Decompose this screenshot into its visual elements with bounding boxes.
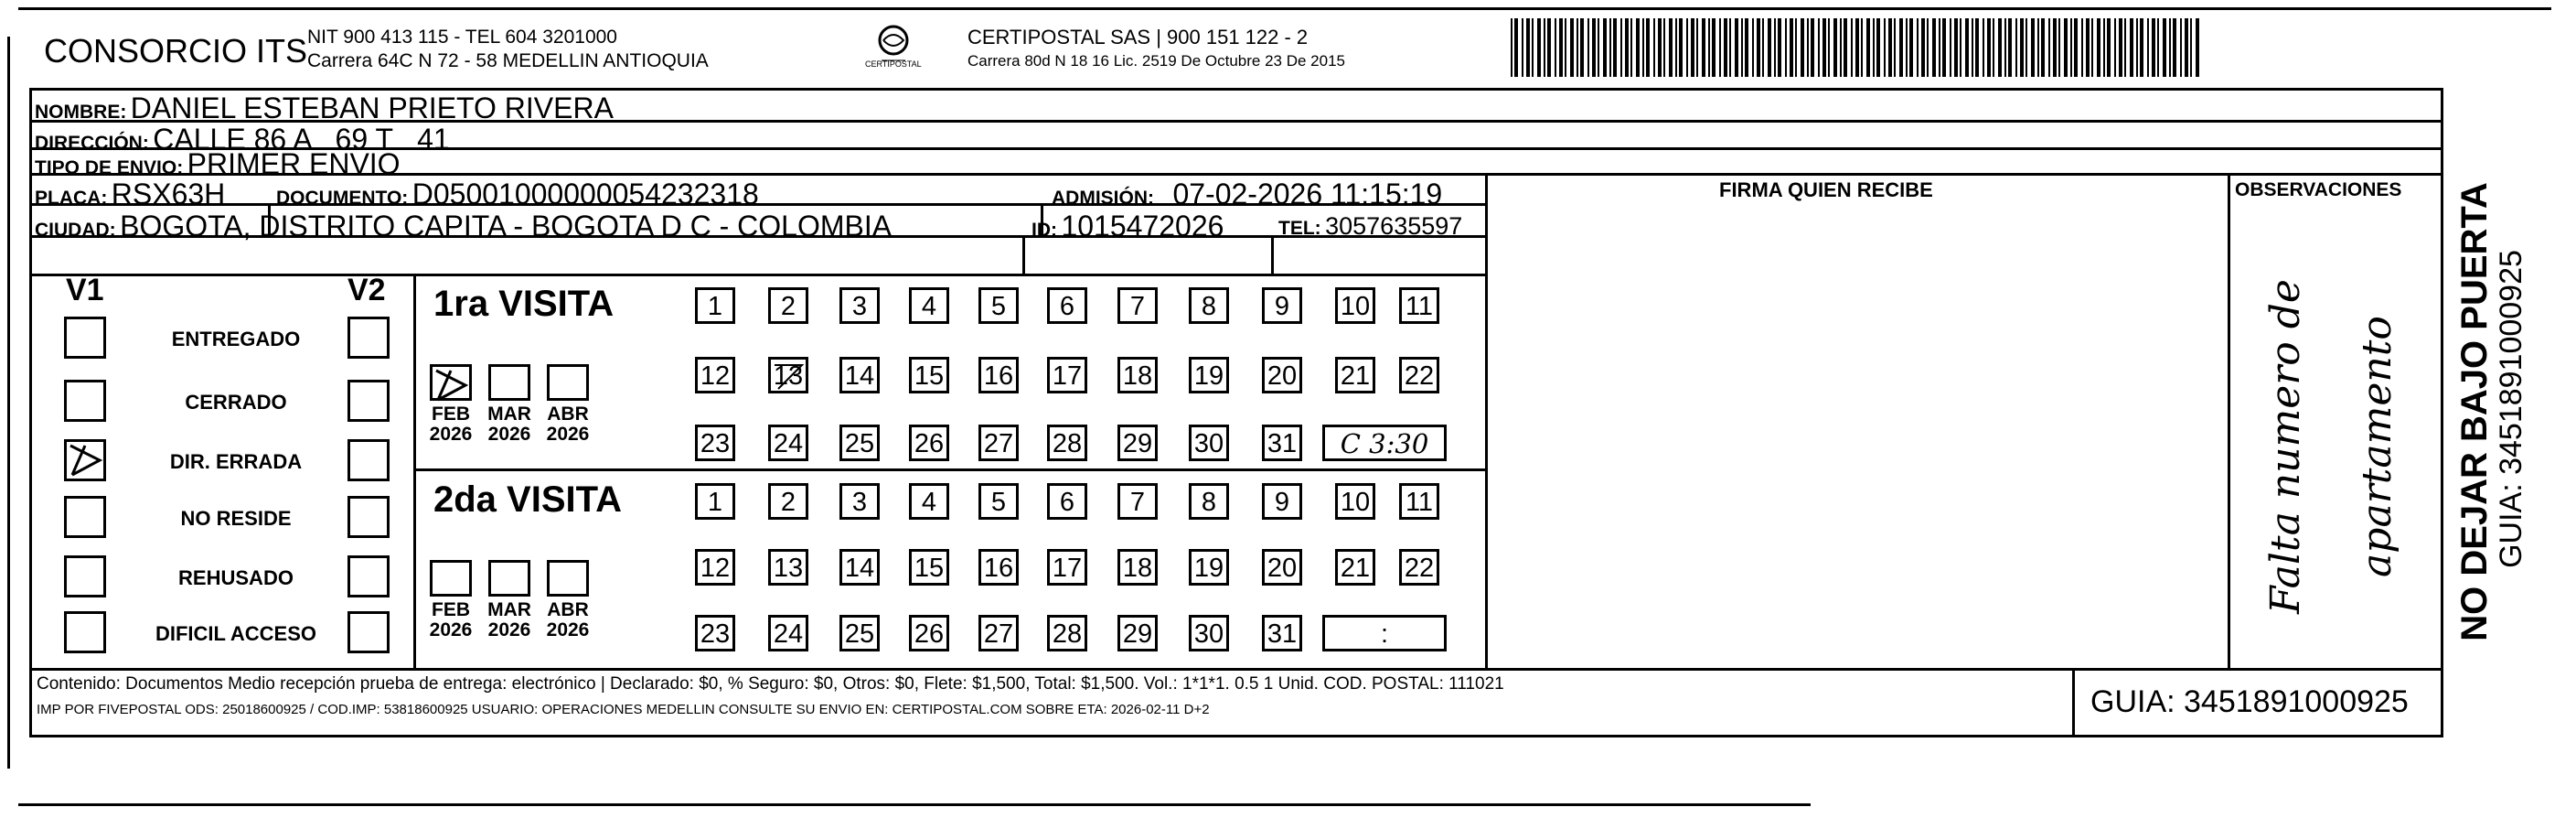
documento-value: D05001000000054232318 [412, 178, 759, 210]
barcode-bar [1768, 18, 1771, 77]
barcode-bar [1559, 18, 1563, 77]
month-checkbox[interactable] [547, 364, 589, 401]
tel-sep [1271, 235, 1274, 274]
month-label: ABR 2026 [546, 599, 590, 641]
day-box[interactable]: 23 [695, 615, 735, 651]
v1-checkbox[interactable] [64, 555, 106, 597]
barcode-bar [2064, 18, 2068, 77]
barcode-bar [1642, 18, 1644, 77]
barcode-bar [1686, 18, 1688, 77]
v2-checkbox[interactable] [347, 555, 390, 597]
barcode-bar [1537, 18, 1541, 77]
barcode-bar [2058, 18, 2060, 77]
barcode-bar [2157, 18, 2159, 77]
barcode-bar [1646, 18, 1650, 77]
day-box[interactable]: 22 [1399, 357, 1439, 393]
handwriting-line-2: apartamento [2354, 316, 2400, 577]
barcode-bar [1906, 18, 1908, 77]
barcode-bar [2103, 18, 2105, 77]
day-box[interactable]: 10 [1335, 287, 1375, 324]
barcode-bar [2180, 18, 2182, 77]
day-box[interactable]: 26 [909, 615, 949, 651]
day-box[interactable]: 30 [1189, 615, 1229, 651]
certipostal-logo [861, 22, 925, 75]
day-box[interactable]: 4 [909, 483, 949, 520]
handwriting-line-1: Falta numero de [2262, 279, 2309, 614]
barcode-bar [2074, 18, 2078, 77]
placa-value: RSX63H [111, 178, 226, 210]
barcode-bar [1807, 18, 1809, 77]
barcode-bar [1609, 18, 1611, 77]
row-line-6 [29, 274, 1485, 276]
barcode-bar [1998, 18, 2002, 77]
barcode-bar [1598, 18, 1599, 77]
day-box[interactable]: 12 [695, 549, 735, 586]
barcode-bar [1526, 18, 1530, 77]
barcode-bar [2190, 18, 2192, 77]
ciudad-row [35, 211, 892, 241]
day-box[interactable]: 28 [1047, 425, 1087, 461]
barcode-bar [1861, 18, 1863, 77]
barcode-bar [1975, 18, 1979, 77]
barcode-bar [1702, 18, 1705, 77]
nombre-value: DANIEL ESTEBAN PRIETO RIVERA [130, 91, 614, 124]
barcode-bar [1514, 18, 1518, 77]
barcode-bar [1795, 18, 1797, 77]
bottom-scan-line [18, 803, 1811, 806]
barcode-bar [1917, 18, 1919, 77]
tel-value: 3057635597 [1325, 212, 1463, 240]
v2-checkbox[interactable] [347, 439, 390, 481]
barcode-bar [2147, 18, 2149, 77]
day-box[interactable]: 12 [695, 357, 735, 393]
barcode-bar [1522, 18, 1523, 77]
barcode-bar [2015, 18, 2017, 77]
day-box[interactable]: 17 [1047, 357, 1087, 393]
status-reason-label: DIR. ERRADA [169, 450, 303, 473]
status-reason-label: NO RESIDE [180, 507, 292, 530]
tipo-value: PRIMER ENVIO [187, 147, 401, 180]
barcode-bar [1876, 18, 1880, 77]
barcode-bar [2196, 18, 2199, 77]
logo-text: CERTIPOSTAL [865, 59, 922, 69]
day-box[interactable]: 7 [1117, 483, 1158, 520]
company-nit: NIT 900 413 115 - TEL 604 3201000 [307, 27, 617, 48]
day-box[interactable]: 2 [768, 287, 808, 324]
day-box[interactable]: 23 [695, 425, 735, 461]
tipo-row [35, 149, 401, 178]
day-box[interactable]: 30 [1189, 425, 1229, 461]
barcode-bar [1565, 18, 1566, 77]
ciudad-label: CIUDAD: [35, 220, 116, 241]
barcode-bar [1547, 18, 1551, 77]
day-box[interactable]: 16 [978, 549, 1019, 586]
barcode-bar [2008, 18, 2012, 77]
month-checkbox[interactable] [488, 560, 530, 597]
tipo-label: TIPO DE ENVIO: [35, 157, 184, 178]
obs-col-line [2228, 173, 2230, 668]
barcode-bar [1851, 18, 1853, 77]
barcode-bar [1855, 18, 1859, 77]
barcode-bar [1790, 18, 1793, 77]
barcode-bar [1719, 18, 1721, 77]
direccion-label: DIRECCIÓN: [35, 133, 149, 154]
barcode-bar [1669, 18, 1673, 77]
v2-checkbox[interactable] [347, 496, 390, 538]
day-box[interactable]: 18 [1117, 357, 1158, 393]
day-box[interactable]: 14 [839, 357, 880, 393]
barcode-bar [2185, 18, 2188, 77]
barcode-bar [1729, 18, 1731, 77]
barcode-bar [1987, 18, 1991, 77]
footer-imp: IMP POR FIVEPOSTAL ODS: 25018600925 / COD.IMP: 53818600925 USUARIO: OPERACIONES MEDELLIN CONSULTE SU ENVIO EN: CERTIPOSTAL.COM SOBRE ETA: 2026-02-11 D+2 [37, 702, 1210, 717]
barcode-bar [1801, 18, 1804, 77]
barcode-bar [2004, 18, 2006, 77]
barcode-bar [1620, 18, 1622, 77]
day-box[interactable]: 13 [768, 357, 808, 393]
day-box[interactable]: 25 [839, 425, 880, 461]
barcode-bar [1927, 18, 1929, 77]
month-checkbox[interactable] [488, 364, 530, 401]
barcode-bar [1570, 18, 1574, 77]
barcode-bar [1873, 18, 1875, 77]
v2-checkbox[interactable] [347, 611, 390, 653]
day-box[interactable]: 4 [909, 287, 949, 324]
day-box[interactable]: 26 [909, 425, 949, 461]
barcode-bar [1983, 18, 1984, 77]
day-box[interactable]: 20 [1262, 357, 1302, 393]
barcode-bar [1811, 18, 1814, 77]
documento-row [276, 179, 759, 209]
barcode-bar [2031, 18, 2035, 77]
barcode-bar [1785, 18, 1787, 77]
day-box[interactable]: 17 [1047, 549, 1087, 586]
footer-contenido: Contenido: Documentos Medio recepción prueba de entrega: electrónico | Declarado: $0, % Seguro: $0, Otros: $0, Flete: $1,500, Total: $1,500. Vol.: 1*1*1. 0.5 1 Unid. COD. POSTAL: 111021 [37, 674, 1504, 694]
barcode-bar [2097, 18, 2100, 77]
day-box[interactable]: 15 [909, 549, 949, 586]
barcode [1511, 18, 2206, 77]
barcode-bar [2130, 18, 2133, 77]
barcode-bar [1921, 18, 1925, 77]
barcode-bar [1696, 18, 1698, 77]
barcode-bar [1778, 18, 1781, 77]
barcode-bar [1942, 18, 1946, 77]
day-box[interactable]: 9 [1262, 483, 1302, 520]
company-address: Carrera 64C N 72 - 58 MEDELLIN ANTIOQUIA [307, 50, 709, 71]
barcode-bar [1745, 18, 1748, 77]
barcode-bar [1587, 18, 1589, 77]
barcode-bar [2173, 18, 2176, 77]
firma-col-line [1485, 173, 1488, 668]
barcode-bar [1708, 18, 1710, 77]
second-visit-title: 2da VISITA [433, 479, 622, 520]
barcode-bar [1932, 18, 1936, 77]
month-label: FEB 2026 [429, 404, 473, 446]
day-box[interactable]: 18 [1117, 549, 1158, 586]
day-box[interactable]: 10 [1335, 483, 1375, 520]
day-box[interactable]: 7 [1117, 287, 1158, 324]
status-reason-label: DIFICIL ACCESO [155, 622, 316, 645]
month-label: MAR 2026 [487, 599, 531, 641]
documento-label: DOCUMENTO: [276, 188, 409, 209]
barcode-bar [1675, 18, 1677, 77]
status-reason-label: CERRADO [185, 391, 287, 414]
barcode-bar [1828, 18, 1830, 77]
observaciones-header: OBSERVACIONES [2235, 179, 2402, 200]
barcode-bar [1822, 18, 1826, 77]
barcode-bar [1960, 18, 1961, 77]
day-box[interactable]: 21 [1335, 357, 1375, 393]
status-reason-label: ENTREGADO [171, 328, 301, 350]
nombre-label: NOMBRE: [35, 102, 127, 123]
barcode-bar [1625, 18, 1629, 77]
side-warning: NO DEJAR BAJO PUERTA [2454, 182, 2495, 641]
day-box[interactable]: 27 [978, 425, 1019, 461]
day-box[interactable]: 29 [1117, 425, 1158, 461]
barcode-bar [1840, 18, 1842, 77]
barcode-bar [1603, 18, 1607, 77]
company-name: CONSORCIO ITS [44, 32, 308, 70]
v2-checkbox[interactable] [347, 380, 390, 422]
day-box[interactable]: 8 [1189, 287, 1229, 324]
barcode-bar [2163, 18, 2166, 77]
tel-row [1278, 214, 1462, 239]
barcode-bar [2086, 18, 2090, 77]
admision-value: 07-02-2026 11:15:19 [1172, 178, 1443, 210]
status-col-line [413, 274, 416, 668]
barcode-bar [1752, 18, 1754, 77]
barcode-bar [1741, 18, 1743, 77]
day-box[interactable]: 14 [839, 549, 880, 586]
handwritten-observation [2240, 243, 2423, 646]
courier-address: Carrera 80d N 18 16 Lic. 2519 De Octubre 23 De 2015 [967, 52, 1345, 70]
barcode-bar [1939, 18, 1940, 77]
day-box[interactable]: 15 [909, 357, 949, 393]
barcode-bar [1636, 18, 1640, 77]
barcode-bar [2091, 18, 2093, 77]
barcode-bar [1993, 18, 1994, 77]
barcode-bar [1762, 18, 1764, 77]
time-box[interactable]: : [1322, 615, 1447, 651]
day-box[interactable]: 1 [695, 287, 735, 324]
day-box[interactable]: 13 [768, 549, 808, 586]
barcode-bar [1592, 18, 1596, 77]
id-label: ID: [1031, 220, 1057, 241]
row-line-7 [29, 668, 2443, 671]
month-checkbox[interactable] [430, 560, 472, 597]
day-box[interactable]: 24 [768, 615, 808, 651]
barcode-bar [1844, 18, 1847, 77]
day-box[interactable]: 28 [1047, 615, 1087, 651]
barcode-bar [1884, 18, 1886, 77]
day-box[interactable]: 3 [839, 483, 880, 520]
day-box[interactable]: 19 [1189, 549, 1229, 586]
courier-name: CERTIPOSTAL SAS | 900 151 122 - 2 [967, 26, 1309, 48]
placa-label: PLACA: [35, 188, 108, 209]
id-sep [1022, 235, 1025, 274]
barcode-bar [1972, 18, 1973, 77]
barcode-bar [1580, 18, 1584, 77]
day-box[interactable]: 20 [1262, 549, 1302, 586]
barcode-bar [2140, 18, 2143, 77]
barcode-bar [1511, 18, 1512, 77]
month-checkbox[interactable] [430, 364, 472, 401]
day-box[interactable]: 31 [1262, 615, 1302, 651]
barcode-bar [1544, 18, 1545, 77]
barcode-bar [1894, 18, 1896, 77]
direccion-value: CALLE 86 A 69 T 41 [153, 123, 450, 156]
barcode-bar [1833, 18, 1837, 77]
month-checkbox[interactable] [547, 560, 589, 597]
barcode-bar [1724, 18, 1727, 77]
footer-guia-box: GUIA: 3451891000925 [2090, 684, 2409, 719]
top-scan-line [18, 7, 2551, 10]
firma-header: FIRMA QUIEN RECIBE [1719, 178, 1933, 201]
status-reason-label: REHUSADO [178, 566, 294, 589]
day-box[interactable]: 6 [1047, 483, 1087, 520]
time-box[interactable]: C 3:30 [1322, 425, 1447, 461]
v1-label: V1 [66, 273, 104, 307]
barcode-bar [1774, 18, 1776, 77]
day-box[interactable]: 29 [1117, 615, 1158, 651]
day-box[interactable]: 21 [1335, 549, 1375, 586]
barcode-bar [2119, 18, 2122, 77]
barcode-bar [1679, 18, 1683, 77]
v2-label: V2 [347, 273, 386, 307]
barcode-bar [1965, 18, 1969, 77]
v1-checkbox[interactable] [64, 317, 106, 359]
barcode-bar [1532, 18, 1534, 77]
tel-label: TEL: [1278, 218, 1321, 239]
month-label: MAR 2026 [487, 404, 531, 446]
v1-checkbox[interactable] [64, 439, 106, 481]
day-box[interactable]: 2 [768, 483, 808, 520]
barcode-bar [1950, 18, 1951, 77]
v2-checkbox[interactable] [347, 317, 390, 359]
v1-checkbox[interactable] [64, 496, 106, 538]
left-scan-line [7, 37, 10, 769]
barcode-bar [2020, 18, 2024, 77]
placa-row [35, 179, 225, 209]
day-box[interactable]: 31 [1262, 425, 1302, 461]
month-label: ABR 2026 [546, 404, 590, 446]
barcode-bar [1663, 18, 1665, 77]
admision-label: ADMISIÓN: [1052, 188, 1154, 209]
barcode-bar [2070, 18, 2072, 77]
barcode-bar [2169, 18, 2171, 77]
barcode-bar [1691, 18, 1694, 77]
day-box[interactable]: 3 [839, 287, 880, 324]
day-box[interactable]: 27 [978, 615, 1019, 651]
barcode-bar [2041, 18, 2045, 77]
day-box[interactable]: 5 [978, 483, 1019, 520]
barcode-bar [1818, 18, 1820, 77]
visit-divider [413, 468, 1485, 471]
day-box[interactable]: 16 [978, 357, 1019, 393]
barcode-bar [2107, 18, 2111, 77]
barcode-bar [1653, 18, 1655, 77]
barcode-bar [2026, 18, 2027, 77]
day-box[interactable]: 11 [1399, 287, 1439, 324]
barcode-bar [1712, 18, 1716, 77]
barcode-bar [1630, 18, 1632, 77]
barcode-bar [1888, 18, 1892, 77]
id-row [1031, 211, 1224, 241]
day-box[interactable]: 25 [839, 615, 880, 651]
barcode-bar [2037, 18, 2039, 77]
barcode-bar [2124, 18, 2126, 77]
day-box[interactable]: 9 [1262, 287, 1302, 324]
day-box[interactable]: 24 [768, 425, 808, 461]
day-box[interactable]: 8 [1189, 483, 1229, 520]
guia-box-sep [2072, 668, 2075, 737]
day-box[interactable]: 11 [1399, 483, 1439, 520]
barcode-bar [1577, 18, 1578, 77]
first-visit-title: 1ra VISITA [433, 284, 615, 324]
barcode-bar [1735, 18, 1738, 77]
id-value: 1015472026 [1061, 210, 1224, 242]
barcode-bar [2136, 18, 2138, 77]
barcode-bar [1757, 18, 1760, 77]
day-box[interactable]: 19 [1189, 357, 1229, 393]
day-box[interactable]: 22 [1399, 549, 1439, 586]
nombre-row [35, 93, 614, 123]
barcode-bar [1866, 18, 1870, 77]
barcode-bar [1899, 18, 1903, 77]
barcode-bar [1658, 18, 1662, 77]
day-box[interactable]: 6 [1047, 287, 1087, 324]
v1-checkbox[interactable] [64, 611, 106, 653]
day-box[interactable]: 5 [978, 287, 1019, 324]
ciudad-value: BOGOTA, DISTRITO CAPITA - BOGOTA D C - COLOMBIA [120, 210, 893, 242]
admision-row [1052, 179, 1442, 209]
month-label: FEB 2026 [429, 599, 473, 641]
barcode-bar [1909, 18, 1913, 77]
barcode-bar [2114, 18, 2116, 77]
barcode-bar [2053, 18, 2057, 77]
v1-checkbox[interactable] [64, 380, 106, 422]
barcode-bar [1954, 18, 1958, 77]
barcode-bar [1555, 18, 1556, 77]
day-box[interactable]: 1 [695, 483, 735, 520]
barcode-bar [2048, 18, 2050, 77]
barcode-bar [2081, 18, 2083, 77]
barcode-bar [2152, 18, 2155, 77]
side-guia: GUIA: 3451891000925 [2494, 250, 2528, 568]
barcode-bar [1613, 18, 1617, 77]
